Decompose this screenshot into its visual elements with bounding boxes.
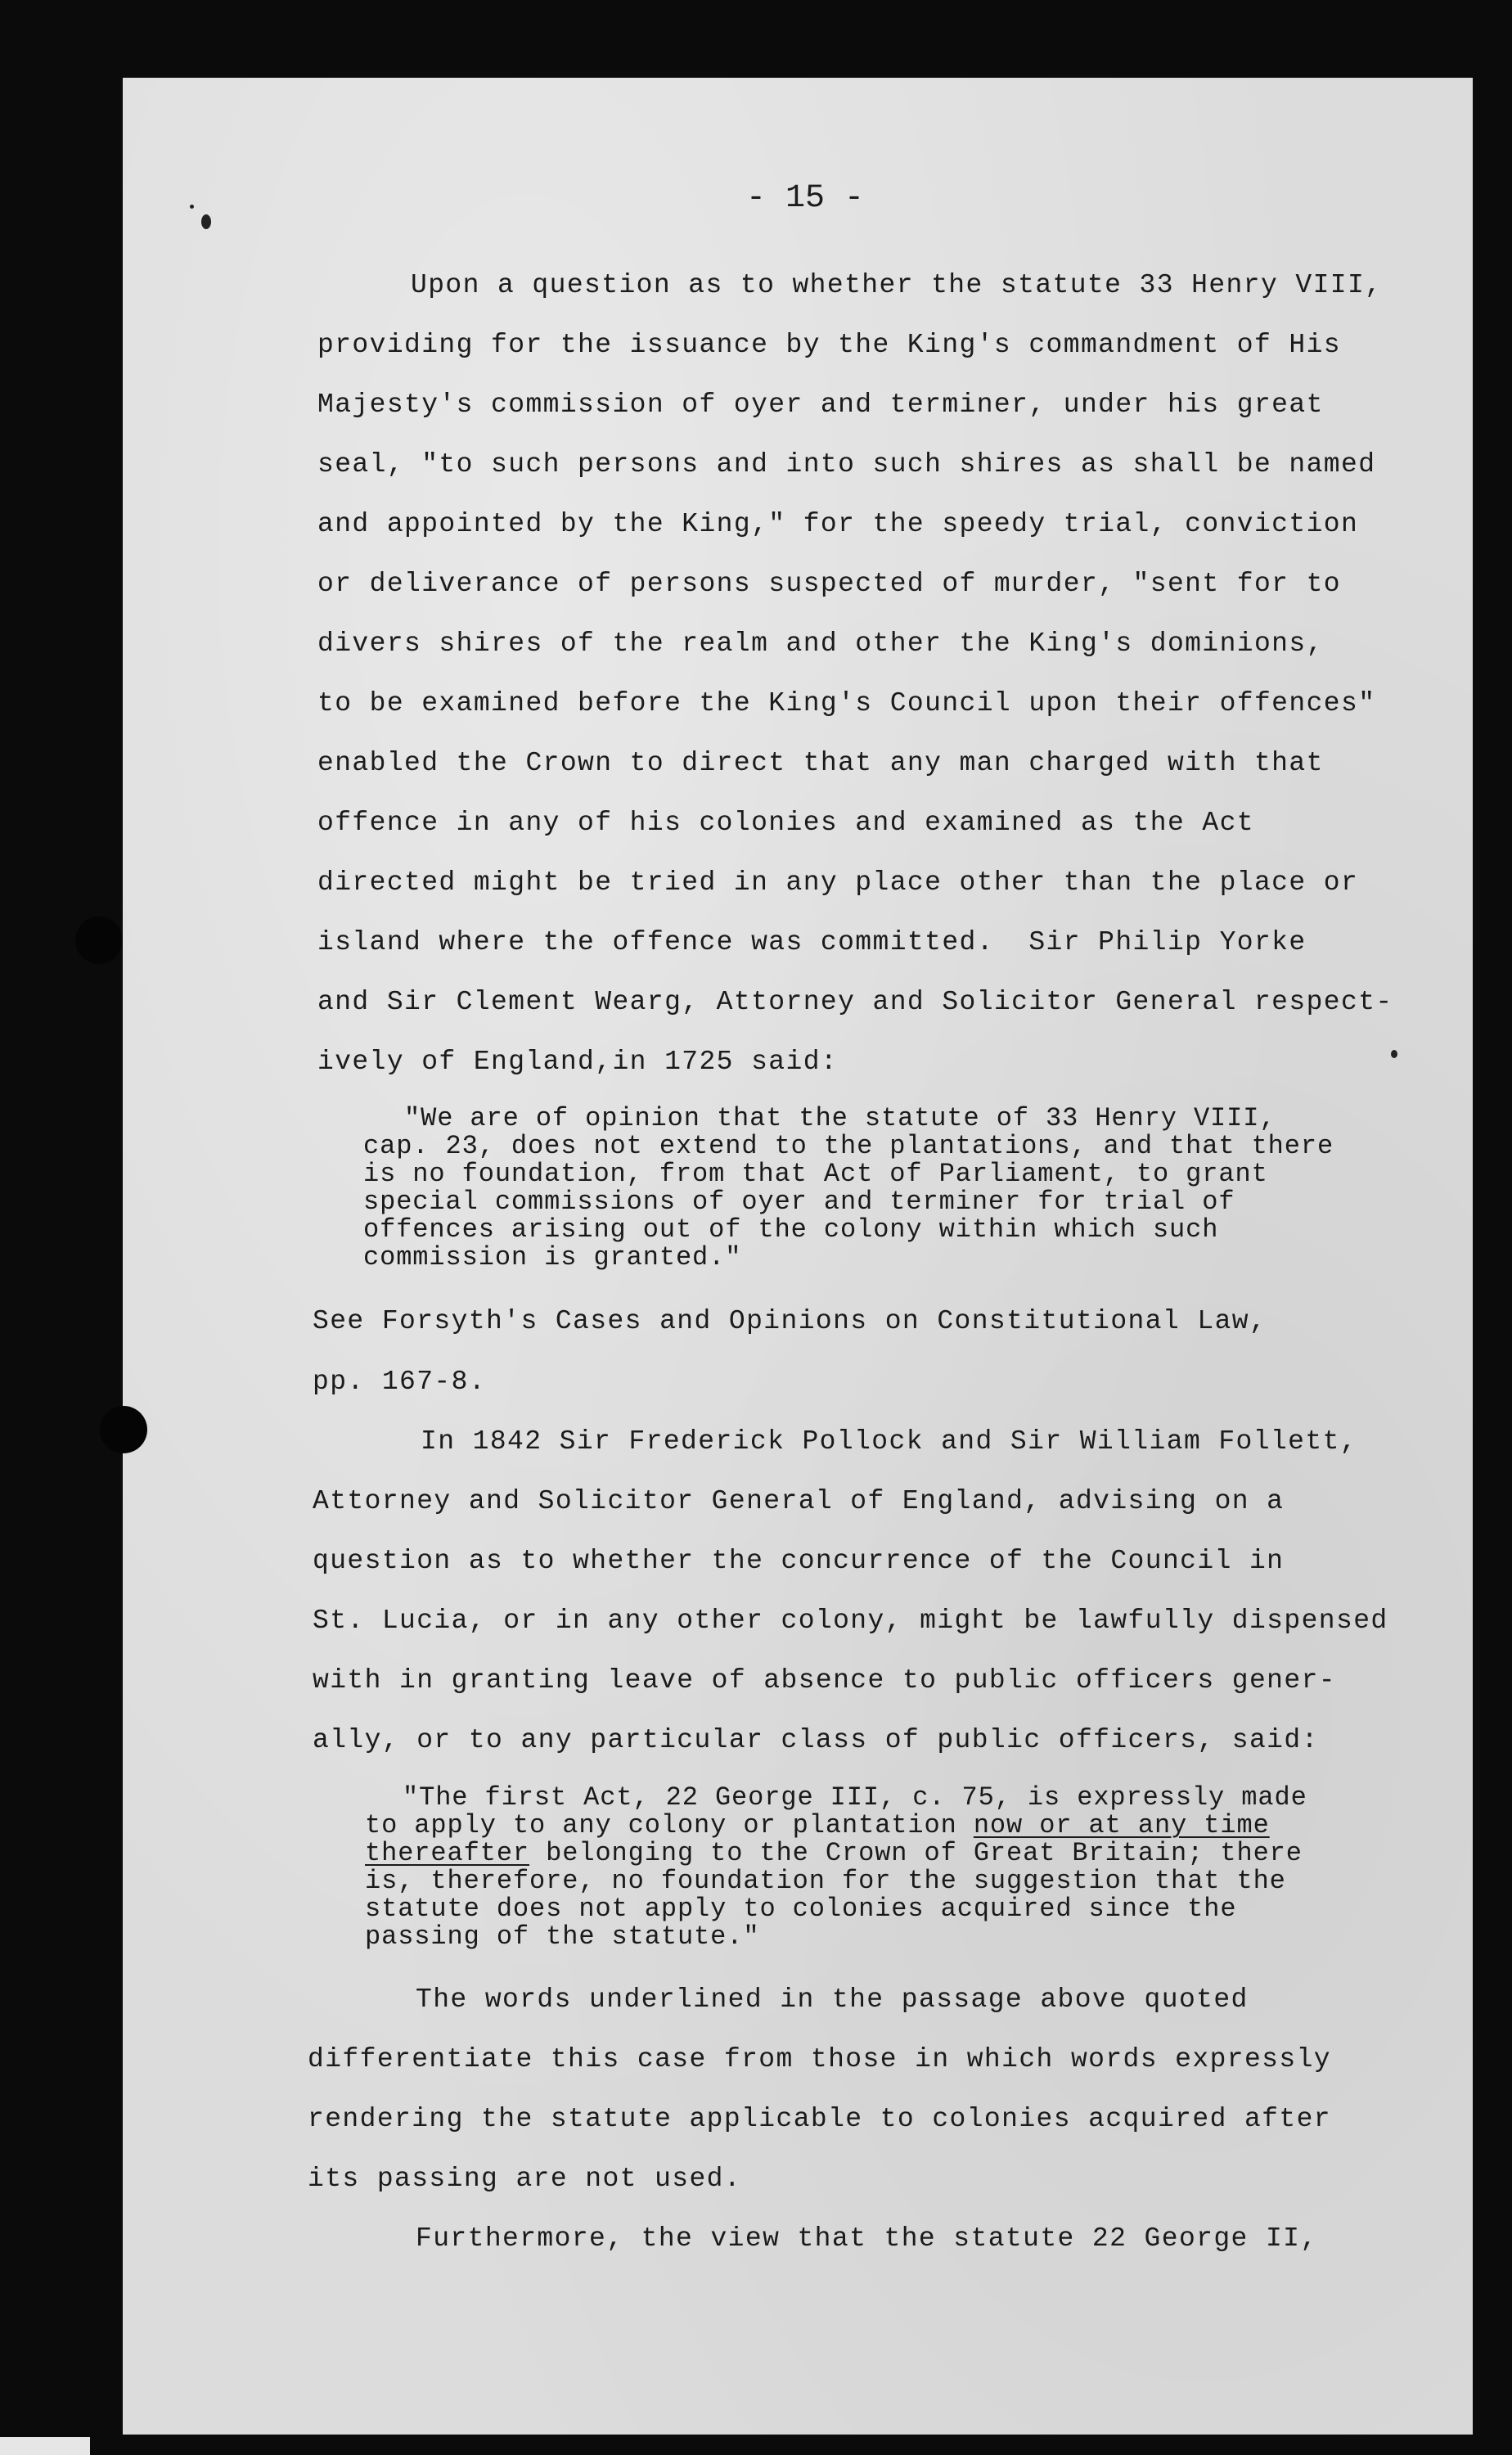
underlined-phrase: thereafter [365, 1838, 530, 1868]
quote-line: offences arising out of the colony within which such [363, 1214, 1219, 1245]
text-line: to be examined before the King's Council upon their offences" [317, 688, 1376, 718]
document-page [123, 78, 1473, 2435]
text-line: offence in any of his colonies and examined as the Act [317, 808, 1254, 838]
text-line: Attorney and Solicitor General of England, advising on a [313, 1486, 1285, 1516]
quote-line: commission is granted." [363, 1242, 742, 1273]
text-line: Majesty's commission of oyer and terminer, under his great [317, 390, 1324, 420]
text-line: or deliverance of persons suspected of murder, "sent for to [317, 569, 1341, 599]
quote-text: to apply to any colony or plantation [365, 1810, 974, 1840]
quote-line: special commissions of oyer and terminer for trial of [363, 1187, 1235, 1217]
text-line: directed might be tried in any place other than the place or [317, 867, 1359, 898]
text-line: seal, "to such persons and into such shires as shall be named [317, 449, 1376, 480]
quote-line: is no foundation, from that Act of Parliament, to grant [363, 1159, 1268, 1189]
quote-line: is, therefore, no foundation for the suggestion that the [365, 1866, 1286, 1896]
text-line: with in granting leave of absence to public officers gener- [313, 1665, 1336, 1696]
text-line: enabled the Crown to direct that any man charged with that [317, 748, 1324, 778]
text-line: In 1842 Sir Frederick Pollock and Sir William Follett, [421, 1426, 1357, 1457]
text-line: St. Lucia, or in any other colony, might be lawfully dispensed [313, 1606, 1388, 1636]
scan-edge-strip [0, 2437, 90, 2455]
ink-speck [190, 205, 194, 209]
text-line: island where the offence was committed. Sir Philip Yorke [317, 927, 1307, 957]
text-line: Upon a question as to whether the statute 33 Henry VIII, [411, 270, 1383, 300]
quote-line: "We are of opinion that the statute of 33 Henry VIII, [404, 1103, 1276, 1133]
quote-line: passing of the statute." [365, 1921, 760, 1952]
text-line: pp. 167-8. [313, 1367, 487, 1397]
text-line: Furthermore, the view that the statute 22 George II, [416, 2223, 1318, 2254]
text-line: and Sir Clement Wearg, Attorney and Solicitor General respect- [317, 987, 1393, 1017]
quote-text: belonging to the Crown of Great Britain; there [529, 1838, 1303, 1868]
quote-line [365, 1840, 1303, 1867]
text-line: The words underlined in the passage above quoted [416, 1984, 1249, 2015]
text-line: ively of England,in 1725 said: [317, 1047, 839, 1077]
text-line: ally, or to any particular class of public officers, said: [313, 1725, 1319, 1755]
quote-line: statute does not apply to colonies acquired since the [365, 1894, 1237, 1924]
page-number: - 15 - [746, 180, 865, 217]
text-line: rendering the statute applicable to colonies acquired after [308, 2104, 1331, 2134]
quote-line: cap. 23, does not extend to the plantations, and that there [363, 1131, 1334, 1161]
text-line: question as to whether the concurrence of the Council in [313, 1546, 1285, 1576]
underlined-phrase: now or at any time [973, 1810, 1270, 1840]
punch-hole-upper [75, 917, 123, 964]
ink-speck [201, 214, 211, 229]
text-line: divers shires of the realm and other the King's dominions, [317, 628, 1324, 659]
punch-hole-lower [100, 1406, 147, 1453]
text-line: providing for the issuance by the King's commandment of His [317, 330, 1341, 360]
ink-speck [1391, 1050, 1397, 1058]
quote-line: "The first Act, 22 George III, c. 75, is expressly made [403, 1782, 1307, 1813]
quote-line [365, 1812, 1270, 1840]
text-line: its passing are not used. [308, 2164, 742, 2194]
text-line: differentiate this case from those in which words expressly [308, 2044, 1331, 2074]
text-line: See Forsyth's Cases and Opinions on Constitutional Law, [313, 1306, 1267, 1336]
text-line: and appointed by the King," for the speedy trial, conviction [317, 509, 1359, 539]
